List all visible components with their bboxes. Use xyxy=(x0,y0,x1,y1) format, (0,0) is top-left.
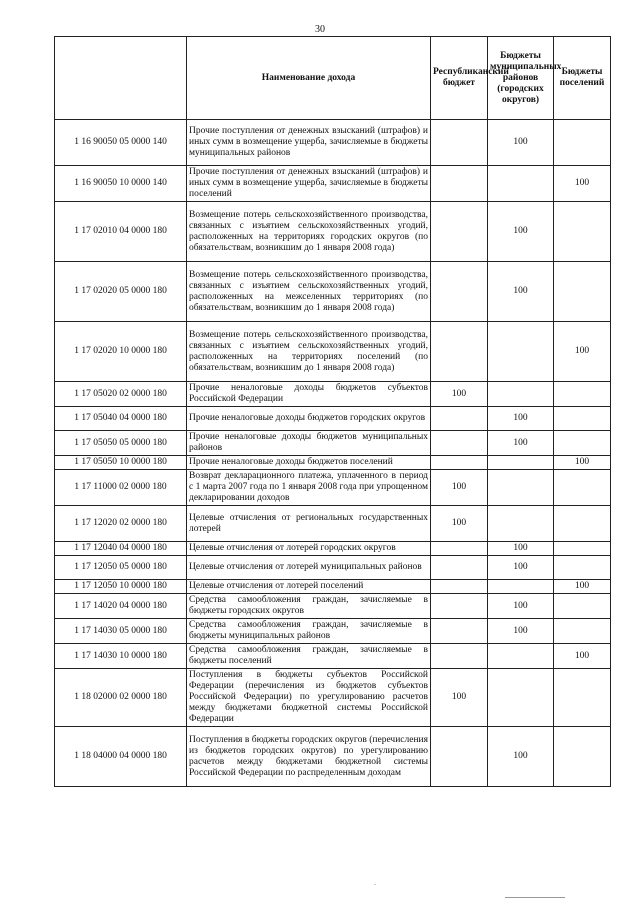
row-republic-value: 100 xyxy=(431,382,488,407)
row-code: 1 17 12040 04 0000 180 xyxy=(55,542,187,556)
row-settlements-value xyxy=(554,431,611,456)
row-name: Возврат декларационного платежа, уплаченного в период с 1 марта 2007 года по 1 января 2008 года при упрощенном декларировании доходов xyxy=(187,470,431,506)
row-name: Возмещение потерь сельскохозяйственного производства, связанных с изъятием сельскохозяйственных угодий, расположенных на межселенных территориях (по обязательствам, возникшим до 1 января 2008 года) xyxy=(187,262,431,322)
revenue-table xyxy=(54,36,611,787)
row-name: Средства самообложения граждан, зачисляемые в бюджеты поселений xyxy=(187,644,431,669)
row-municipal-value xyxy=(488,456,554,470)
row-republic-value xyxy=(431,202,488,262)
row-municipal-value xyxy=(488,470,554,506)
row-republic-value xyxy=(431,556,488,580)
row-republic-value xyxy=(431,456,488,470)
row-name: Прочие неналоговые доходы бюджетов городских округов xyxy=(187,407,431,431)
row-municipal-value xyxy=(488,382,554,407)
row-name: Возмещение потерь сельскохозяйственного производства, связанных с изъятием сельскохозяйственных угодий, расположенных на территориях городских округов (по обязательствам, возникшим до 1 января 2008 года) xyxy=(187,202,431,262)
table-row xyxy=(55,542,611,556)
row-settlements-value: 100 xyxy=(554,580,611,594)
table-row xyxy=(55,506,611,542)
table-row xyxy=(55,556,611,580)
row-municipal-value: 100 xyxy=(488,619,554,644)
row-municipal-value: 100 xyxy=(488,727,554,787)
row-code: 1 18 02000 02 0000 180 xyxy=(55,669,187,727)
table-row xyxy=(55,727,611,787)
row-republic-value xyxy=(431,619,488,644)
table-row xyxy=(55,120,611,166)
row-settlements-value: 100 xyxy=(554,166,611,202)
table-row xyxy=(55,580,611,594)
table-header-row xyxy=(55,37,611,120)
row-settlements-value xyxy=(554,727,611,787)
row-republic-value xyxy=(431,120,488,166)
table-row xyxy=(55,322,611,382)
row-municipal-value: 100 xyxy=(488,556,554,580)
row-republic-value xyxy=(431,166,488,202)
row-code: 1 17 05050 05 0000 180 xyxy=(55,431,187,456)
row-settlements-value xyxy=(554,202,611,262)
row-name: Целевые отчисления от региональных государственных лотерей xyxy=(187,506,431,542)
table-row xyxy=(55,644,611,669)
row-code: 1 17 14030 10 0000 180 xyxy=(55,644,187,669)
table-row xyxy=(55,382,611,407)
header-republic: Республиканский бюджет xyxy=(431,37,488,120)
table-row xyxy=(55,202,611,262)
row-code: 1 17 14020 04 0000 180 xyxy=(55,594,187,619)
row-code: 1 17 02020 10 0000 180 xyxy=(55,322,187,382)
row-code: 1 17 05040 04 0000 180 xyxy=(55,407,187,431)
row-name: Поступления в бюджеты субъектов Российской Федерации (перечисления из бюджетов субъектов Российской Федерации) по урегулированию расчетов между бюджетами бюджетной системы Российской Федерации xyxy=(187,669,431,727)
row-code: 1 17 05020 02 0000 180 xyxy=(55,382,187,407)
header-settlements: Бюджеты поселений xyxy=(554,37,611,120)
row-municipal-value: 100 xyxy=(488,202,554,262)
row-municipal-value xyxy=(488,644,554,669)
row-municipal-value: 100 xyxy=(488,262,554,322)
row-code: 1 17 02020 05 0000 180 xyxy=(55,262,187,322)
row-settlements-value: 100 xyxy=(554,456,611,470)
row-name: Прочие поступления от денежных взысканий (штрафов) и иных сумм в возмещение ущерба, зачисляемые в бюджеты поселений xyxy=(187,166,431,202)
row-settlements-value xyxy=(554,594,611,619)
row-name: Прочие неналоговые доходы бюджетов субъектов Российской Федерации xyxy=(187,382,431,407)
row-republic-value: 100 xyxy=(431,506,488,542)
row-settlements-value xyxy=(554,556,611,580)
row-republic-value xyxy=(431,580,488,594)
row-municipal-value: 100 xyxy=(488,431,554,456)
row-name: Средства самообложения граждан, зачисляемые в бюджеты муниципальных районов xyxy=(187,619,431,644)
row-settlements-value: 100 xyxy=(554,644,611,669)
row-municipal-value xyxy=(488,166,554,202)
row-settlements-value: 100 xyxy=(554,322,611,382)
row-republic-value xyxy=(431,431,488,456)
row-municipal-value xyxy=(488,669,554,727)
row-settlements-value xyxy=(554,120,611,166)
row-settlements-value xyxy=(554,669,611,727)
row-name: Прочие неналоговые доходы бюджетов муниципальных районов xyxy=(187,431,431,456)
row-name: Прочие поступления от денежных взысканий (штрафов) и иных сумм в возмещение ущерба, зачисляемые в бюджеты муниципальных районов xyxy=(187,120,431,166)
scan-line xyxy=(505,897,565,898)
table-body xyxy=(55,120,611,787)
table-row xyxy=(55,669,611,727)
row-settlements-value xyxy=(554,262,611,322)
row-name: Целевые отчисления от лотерей муниципальных районов xyxy=(187,556,431,580)
row-name: Целевые отчисления от лотерей поселений xyxy=(187,580,431,594)
table-row xyxy=(55,407,611,431)
row-code: 1 18 04000 04 0000 180 xyxy=(55,727,187,787)
row-municipal-value: 100 xyxy=(488,120,554,166)
table-row xyxy=(55,456,611,470)
row-code: 1 16 90050 10 0000 140 xyxy=(55,166,187,202)
row-code: 1 17 11000 02 0000 180 xyxy=(55,470,187,506)
row-name: Возмещение потерь сельскохозяйственного производства, связанных с изъятием сельскохозяйственных угодий, расположенных на территориях поселений (по обязательствам, возникшим до 1 января 2008 года) xyxy=(187,322,431,382)
table-row xyxy=(55,166,611,202)
row-name: Средства самообложения граждан, зачисляемые в бюджеты городских округов xyxy=(187,594,431,619)
row-settlements-value xyxy=(554,407,611,431)
row-municipal-value: 100 xyxy=(488,542,554,556)
row-republic-value: 100 xyxy=(431,470,488,506)
row-code: 1 16 90050 05 0000 140 xyxy=(55,120,187,166)
table-row xyxy=(55,619,611,644)
header-code xyxy=(55,37,187,120)
row-settlements-value xyxy=(554,382,611,407)
row-republic-value xyxy=(431,644,488,669)
row-republic-value xyxy=(431,262,488,322)
row-code: 1 17 14030 05 0000 180 xyxy=(55,619,187,644)
table-row xyxy=(55,594,611,619)
row-republic-value: 100 xyxy=(431,669,488,727)
row-settlements-value xyxy=(554,506,611,542)
table-row xyxy=(55,470,611,506)
row-municipal-value xyxy=(488,322,554,382)
row-municipal-value xyxy=(488,506,554,542)
row-republic-value xyxy=(431,407,488,431)
row-settlements-value xyxy=(554,619,611,644)
row-municipal-value: 100 xyxy=(488,594,554,619)
row-republic-value xyxy=(431,322,488,382)
scan-mark: . xyxy=(374,878,376,887)
table-row xyxy=(55,262,611,322)
row-municipal-value xyxy=(488,580,554,594)
row-code: 1 17 12020 02 0000 180 xyxy=(55,506,187,542)
row-name: Поступления в бюджеты городских округов (перечисления из бюджетов городских округов) по урегулированию расчетов между бюджетами бюджетной системы Российской Федерации по распределенным доходам xyxy=(187,727,431,787)
row-republic-value xyxy=(431,594,488,619)
row-republic-value xyxy=(431,542,488,556)
row-settlements-value xyxy=(554,542,611,556)
table-row xyxy=(55,431,611,456)
row-code: 1 17 05050 10 0000 180 xyxy=(55,456,187,470)
row-municipal-value: 100 xyxy=(488,407,554,431)
row-code: 1 17 12050 05 0000 180 xyxy=(55,556,187,580)
row-name: Целевые отчисления от лотерей городских округов xyxy=(187,542,431,556)
row-code: 1 17 02010 04 0000 180 xyxy=(55,202,187,262)
row-name: Прочие неналоговые доходы бюджетов поселений xyxy=(187,456,431,470)
row-code: 1 17 12050 10 0000 180 xyxy=(55,580,187,594)
page-number: 30 xyxy=(315,24,325,35)
header-name: Наименование дохода xyxy=(187,37,431,120)
row-settlements-value xyxy=(554,470,611,506)
row-republic-value xyxy=(431,727,488,787)
header-municipal: Бюджеты муниципальных районов (городских округов) xyxy=(488,37,554,120)
